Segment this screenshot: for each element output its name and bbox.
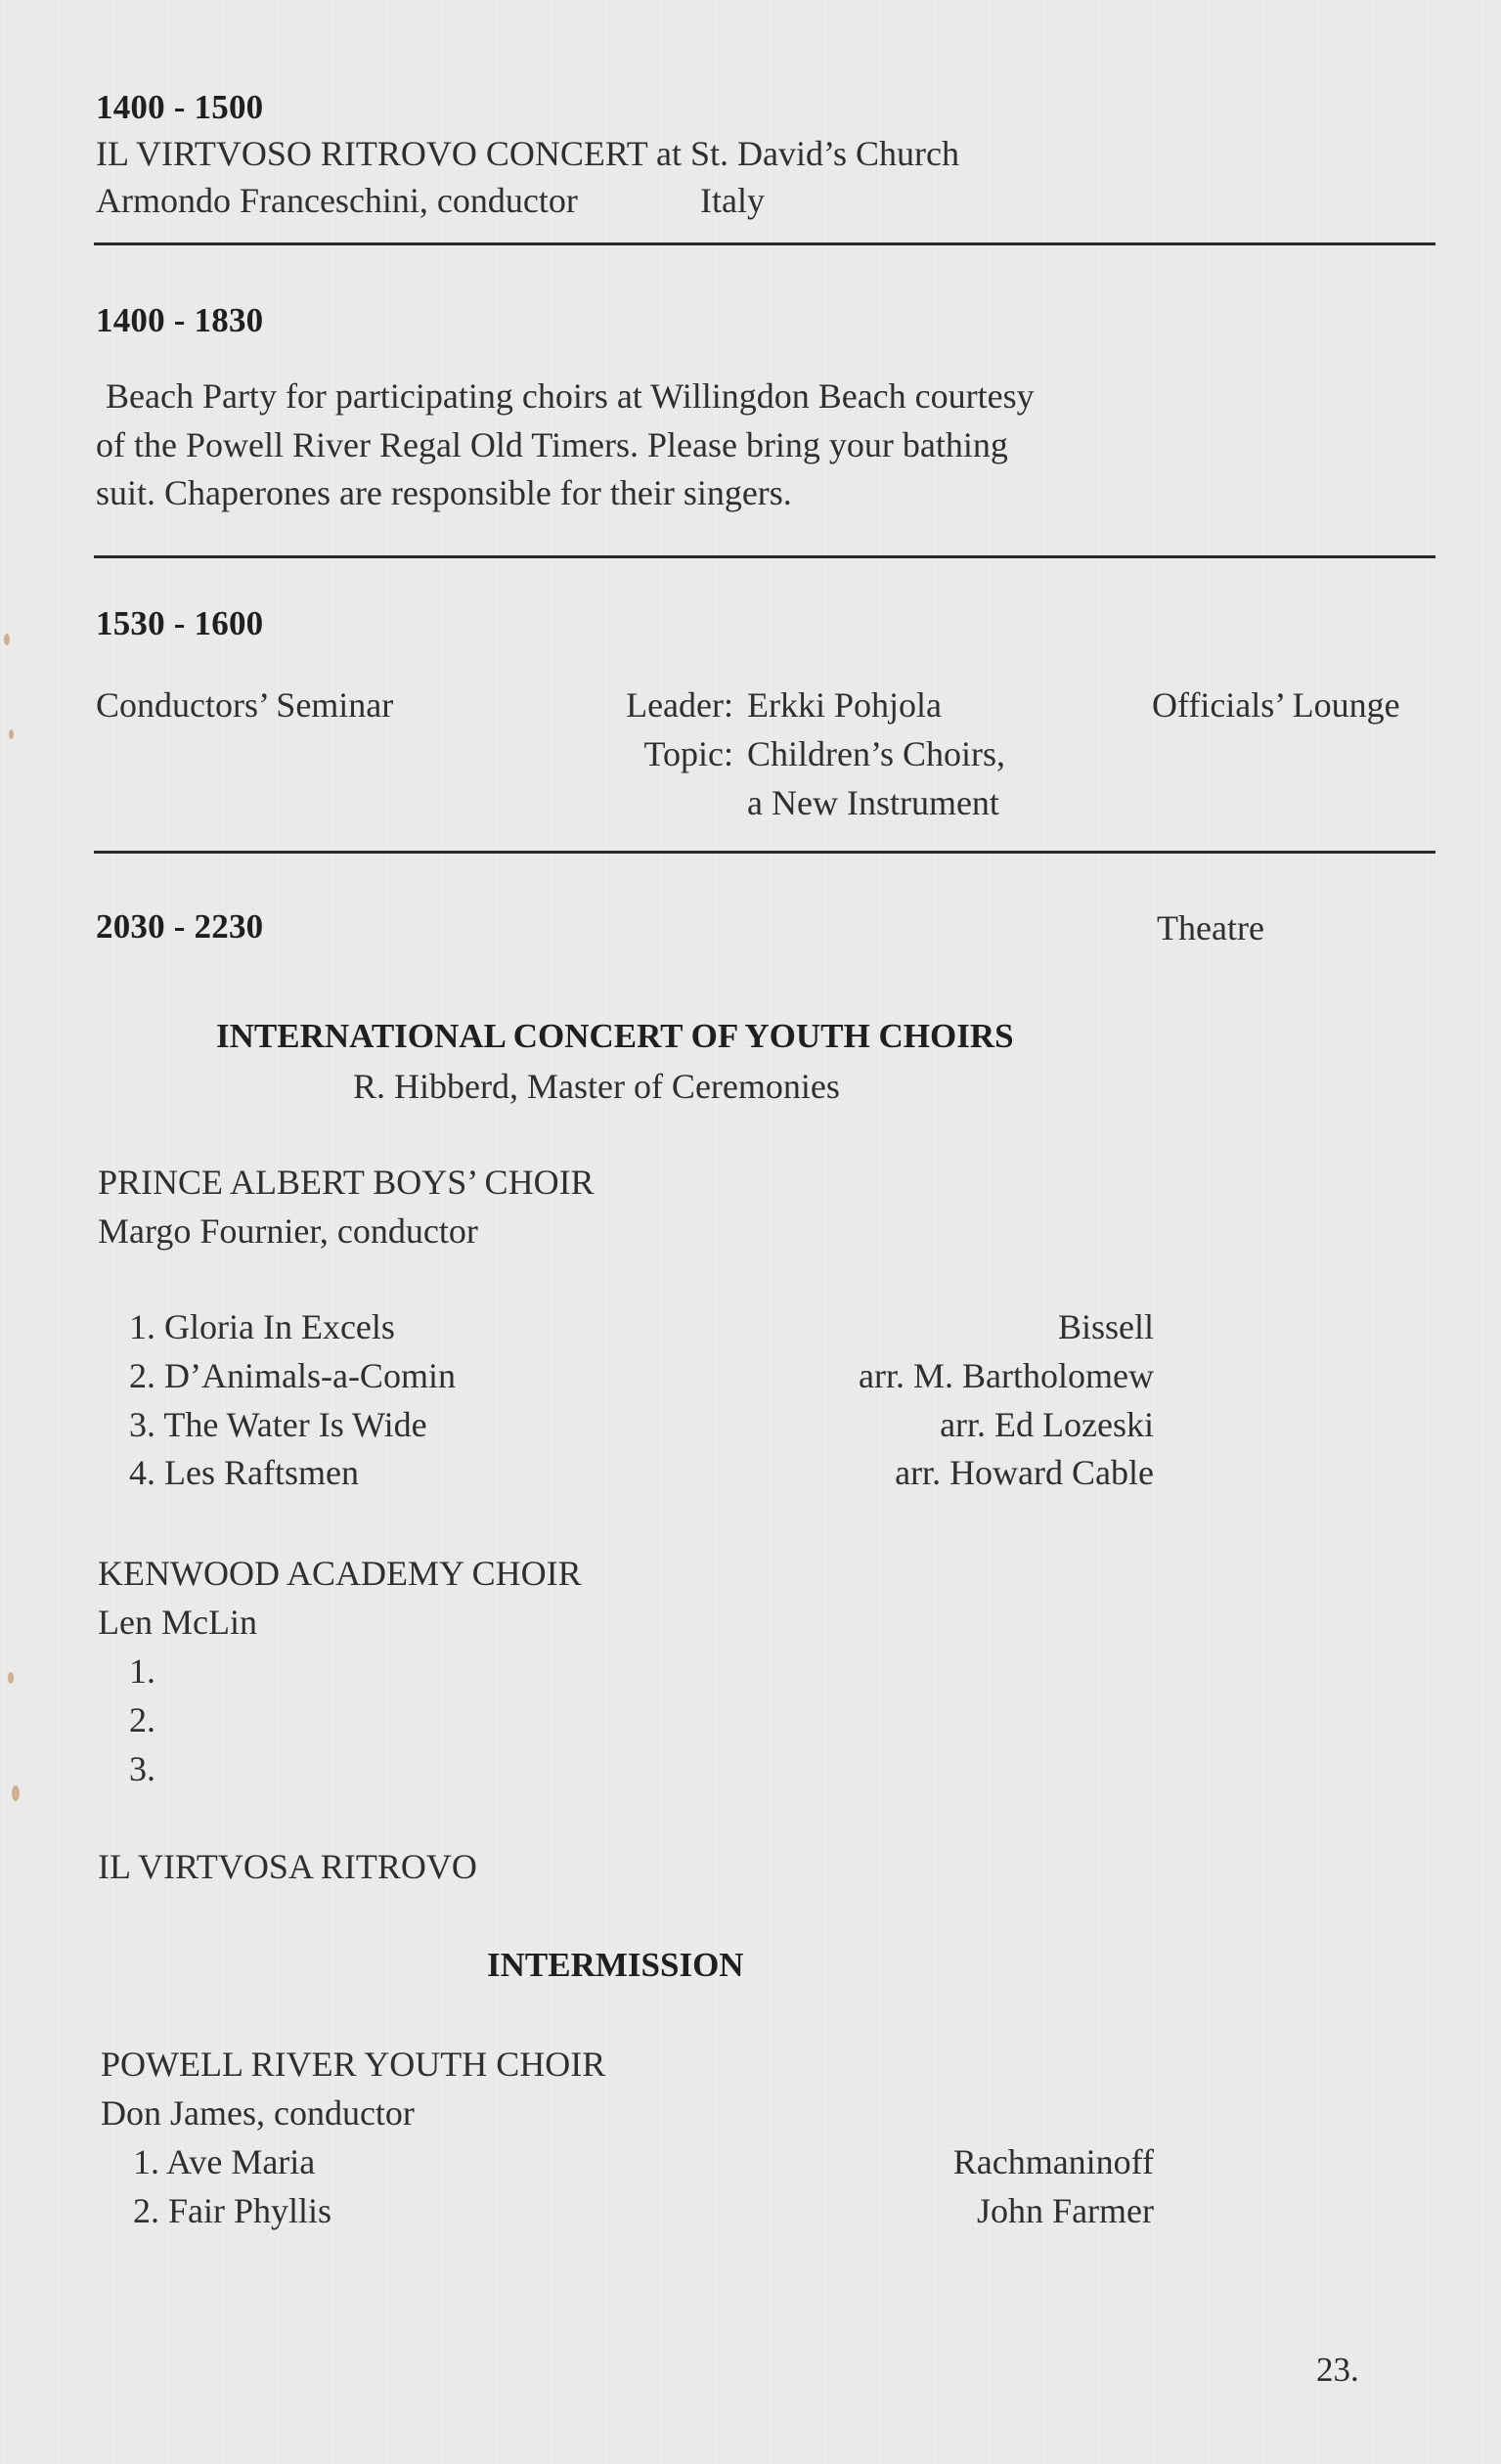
choir-4-name: POWELL RIVER YOUTH CHOIR	[101, 2045, 606, 2084]
section-2-time: 1400 - 1830	[96, 301, 264, 339]
divider-rule	[94, 851, 1435, 854]
section-2-line-2: of the Powell River Regal Old Timers. Please bring your bathing	[96, 425, 1008, 464]
divider-rule	[94, 555, 1435, 558]
section-1-conductor: Armondo Franceschini, conductor	[96, 181, 578, 220]
choir-1-name: PRINCE ALBERT BOYS’ CHOIR	[98, 1163, 595, 1202]
choir-1-piece-2-title: 2. D’Animals-a-Comin	[129, 1356, 456, 1395]
choir-2-piece-3-title: 3.	[129, 1749, 155, 1788]
paper-stain	[4, 634, 10, 645]
choir-2-piece-1-title: 1.	[129, 1651, 155, 1691]
page-number: 23.	[1316, 2351, 1359, 2389]
paper-stain	[8, 1672, 14, 1684]
choir-3-name: IL VIRTVOSA RITROVO	[98, 1847, 477, 1886]
choir-4-piece-2-composer: John Farmer	[977, 2191, 1154, 2230]
choir-2-conductor: Len McLin	[98, 1603, 257, 1642]
choir-4-conductor: Don James, conductor	[101, 2093, 415, 2133]
section-3-leader: Erkki Pohjola	[747, 685, 942, 725]
paper-stain	[12, 1785, 20, 1801]
section-4-location: Theatre	[1157, 908, 1264, 947]
section-2-line-3: suit. Chaperones are responsible for their singers.	[96, 473, 792, 512]
choir-1-piece-3-title: 3. The Water Is Wide	[129, 1405, 427, 1444]
choir-1-piece-4-composer: arr. Howard Cable	[895, 1453, 1154, 1492]
section-4-time: 2030 - 2230	[96, 907, 264, 946]
choir-1-piece-4-title: 4. Les Raftsmen	[129, 1453, 359, 1492]
choir-4-piece-1-title: 1. Ave Maria	[133, 2142, 316, 2181]
choir-4-piece-2-title: 2. Fair Phyllis	[133, 2191, 332, 2230]
section-1-title: IL VIRTVOSO RITROVO CONCERT at St. David’s Church	[96, 134, 960, 173]
section-2-line-1: Beach Party for participating choirs at Willingdon Beach courtesy	[106, 376, 1035, 416]
concert-title: INTERNATIONAL CONCERT OF YOUTH CHOIRS	[216, 1017, 1014, 1055]
section-3-time: 1530 - 1600	[96, 604, 264, 642]
section-1-country: Italy	[700, 181, 765, 220]
section-3-topic-line-1: Children’s Choirs,	[747, 734, 1006, 773]
section-3-topic-line-2: a New Instrument	[747, 783, 999, 822]
choir-1-piece-1-composer: Bissell	[1057, 1307, 1154, 1346]
intermission-heading: INTERMISSION	[487, 1946, 744, 1984]
choir-2-piece-2-title: 2.	[129, 1700, 155, 1739]
section-3-event: Conductors’ Seminar	[96, 685, 394, 725]
choir-1-piece-2-composer: arr. M. Bartholomew	[859, 1356, 1154, 1395]
divider-rule	[94, 242, 1435, 245]
paper-stain	[9, 729, 14, 739]
choir-4-piece-1-composer: Rachmaninoff	[952, 2142, 1154, 2181]
choir-1-conductor: Margo Fournier, conductor	[98, 1211, 478, 1251]
section-3-location: Officials’ Lounge	[1152, 685, 1400, 725]
master-of-ceremonies: R. Hibberd, Master of Ceremonies	[353, 1067, 840, 1106]
section-1-time: 1400 - 1500	[96, 88, 264, 126]
choir-1-piece-3-composer: arr. Ed Lozeski	[940, 1405, 1154, 1444]
section-3-topic-label: Topic:	[643, 734, 733, 773]
choir-1-piece-1-title: 1. Gloria In Excels	[129, 1307, 395, 1346]
section-3-leader-label: Leader:	[626, 685, 733, 725]
choir-2-name: KENWOOD ACADEMY CHOIR	[98, 1554, 582, 1593]
